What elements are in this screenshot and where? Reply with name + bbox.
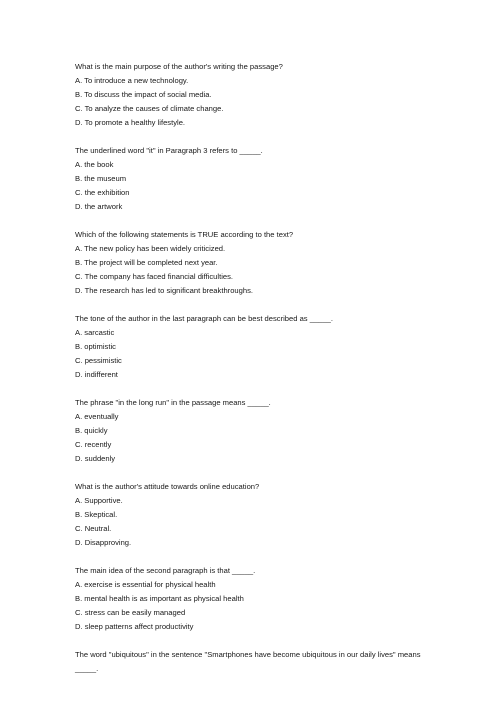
question-item: [75, 564, 425, 634]
option-c: C. recently: [75, 440, 112, 449]
option-d: D. indifferent: [75, 370, 118, 379]
option-b: B. The project will be completed next year.: [75, 258, 218, 267]
option-a: A. Supportive.: [75, 496, 123, 505]
option-d: D. Disapproving.: [75, 538, 132, 547]
question-text: The word "ubiquitous" in the sentence "Smartphones have become ubiquitous in our daily lives" means _____.: [75, 650, 421, 673]
option-c: C. To analyze the causes of climate change.: [75, 104, 224, 113]
option-d: D. the artwork: [75, 202, 123, 211]
option-c: C. pessimistic: [75, 356, 122, 365]
option-d: D. The research has led to significant breakthroughs.: [75, 286, 253, 295]
option-b: B. mental health is as important as physical health: [75, 594, 244, 603]
question-item: [75, 144, 425, 214]
option-d: D. To promote a healthy lifestyle.: [75, 118, 186, 127]
question-text: Which of the following statements is TRUE according to the text?: [75, 230, 294, 239]
question-list: [75, 60, 425, 690]
question-text: The underlined word "it" in Paragraph 3 refers to _____.: [75, 146, 263, 155]
option-a: A. exercise is essential for physical health: [75, 580, 216, 589]
option-a: A. eventually: [75, 412, 119, 421]
option-a: A. The new policy has been widely criticized.: [75, 244, 226, 253]
option-b: B. the museum: [75, 174, 127, 183]
option-a: A. the book: [75, 160, 114, 169]
question-text: The tone of the author in the last paragraph can be best described as _____.: [75, 314, 333, 323]
question-text: The main idea of the second paragraph is that _____.: [75, 566, 256, 575]
question-item: [75, 312, 425, 382]
question-item: [75, 60, 425, 130]
option-a: A. sarcastic: [75, 328, 115, 337]
question-item: [75, 648, 425, 676]
option-b: B. optimistic: [75, 342, 116, 351]
question-item: [75, 228, 425, 298]
option-c: C. stress can be easily managed: [75, 608, 186, 617]
question-item: [75, 480, 425, 550]
option-c: C. The company has faced financial difficulties.: [75, 272, 234, 281]
question-text: The phrase "in the long run" in the passage means _____.: [75, 398, 271, 407]
option-b: B. quickly: [75, 426, 108, 435]
question-text: What is the author's attitude towards online education?: [75, 482, 260, 491]
option-d: D. suddenly: [75, 454, 116, 463]
question-item: [75, 396, 425, 466]
option-c: C. Neutral.: [75, 524, 112, 533]
option-a: A. To introduce a new technology.: [75, 76, 189, 85]
option-b: B. To discuss the impact of social media.: [75, 90, 212, 99]
option-c: C. the exhibition: [75, 188, 130, 197]
question-text: What is the main purpose of the author's writing the passage?: [75, 62, 283, 71]
option-b: B. Skeptical.: [75, 510, 118, 519]
option-d: D. sleep patterns affect productivity: [75, 622, 194, 631]
